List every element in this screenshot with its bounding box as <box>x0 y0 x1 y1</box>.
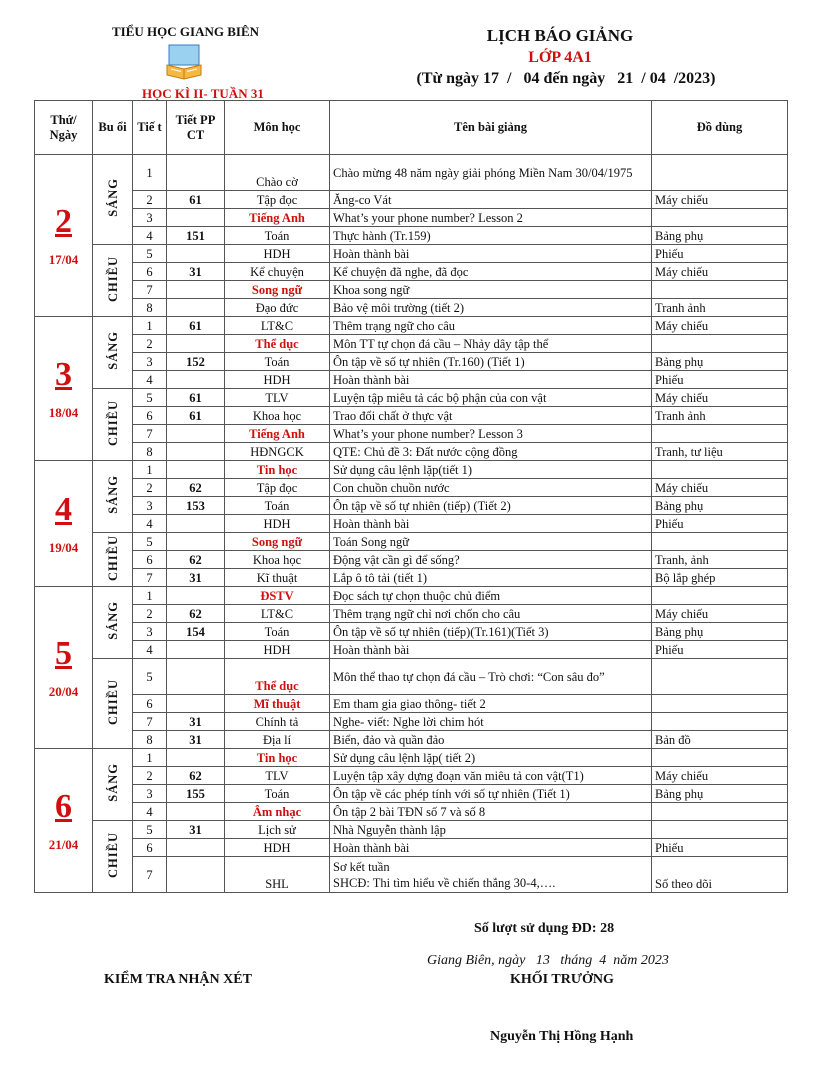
equipment-cell: Máy chiếu <box>652 389 788 407</box>
ppct-cell: 61 <box>167 407 225 425</box>
subject-cell: Toán <box>225 623 330 641</box>
subject-cell: SHL <box>225 857 330 893</box>
period-cell: 8 <box>133 299 167 317</box>
subject-cell: ĐSTV <box>225 587 330 605</box>
table-row <box>35 785 788 803</box>
equipment-cell: Bảng phụ <box>652 785 788 803</box>
subject-cell: HDH <box>225 245 330 263</box>
col-header-session: Bu ổi <box>93 101 133 155</box>
equipment-cell <box>652 425 788 443</box>
period-cell: 5 <box>133 389 167 407</box>
day-number: 3 <box>55 355 72 393</box>
lesson-cell: What’s your phone number? Lesson 3 <box>330 425 652 443</box>
ppct-cell: 62 <box>167 605 225 623</box>
equipment-cell: Bảng phụ <box>652 353 788 371</box>
col-header-equipment: Đồ dùng <box>652 101 788 155</box>
session-morning <box>93 155 133 245</box>
table-row <box>35 281 788 299</box>
period-cell: 7 <box>133 857 167 893</box>
lesson-cell: Hoàn thành bài <box>330 245 652 263</box>
equipment-cell: Máy chiếu <box>652 479 788 497</box>
ppct-cell <box>167 281 225 299</box>
table-row <box>35 371 788 389</box>
period-cell: 5 <box>133 821 167 839</box>
subject-cell: Lịch sử <box>225 821 330 839</box>
period-cell: 2 <box>133 191 167 209</box>
ppct-cell <box>167 425 225 443</box>
check-label: KIỂM TRA NHẬN XÉT <box>104 972 252 987</box>
session-label: SÁNG <box>105 475 120 514</box>
equipment-cell <box>652 209 788 227</box>
session-morning <box>93 461 133 533</box>
lesson-cell: Hoàn thành bài <box>330 371 652 389</box>
table-row <box>35 353 788 371</box>
session-afternoon <box>93 821 133 893</box>
equipment-cell <box>652 803 788 821</box>
period-cell: 7 <box>133 569 167 587</box>
subject-cell: Song ngữ <box>225 533 330 551</box>
subject-cell: LT&C <box>225 317 330 335</box>
equipment-cell <box>652 821 788 839</box>
lesson-cell: Nhà Nguyễn thành lập <box>330 821 652 839</box>
subject-cell: Tin học <box>225 749 330 767</box>
ppct-cell <box>167 857 225 893</box>
session-morning <box>93 317 133 389</box>
table-row <box>35 263 788 281</box>
period-cell: 4 <box>133 371 167 389</box>
table-row <box>35 461 788 479</box>
usage-count: Số lượt sử dụng ĐD: 28 <box>474 921 615 936</box>
session-afternoon <box>93 533 133 587</box>
equipment-cell <box>652 533 788 551</box>
ppct-cell: 151 <box>167 227 225 245</box>
equipment-cell <box>652 461 788 479</box>
lesson-cell: Hoàn thành bài <box>330 641 652 659</box>
semester-week: HỌC KÌ II- TUẦN 31 <box>142 86 264 101</box>
period-cell: 1 <box>133 317 167 335</box>
head-label: KHỐI TRƯỞNG <box>510 972 614 987</box>
open-book-icon <box>163 41 205 83</box>
table-row <box>35 515 788 533</box>
table-row <box>35 587 788 605</box>
day-number: 6 <box>55 787 72 825</box>
session-label: CHIỀU <box>105 678 120 725</box>
subject-cell: Chính tả <box>225 713 330 731</box>
period-cell: 3 <box>133 623 167 641</box>
subject-cell: Toán <box>225 785 330 803</box>
col-header-ppct: Tiết PP CT <box>167 101 225 155</box>
lesson-cell: Thêm trạng ngữ cho câu <box>330 317 652 335</box>
subject-cell: Âm nhạc <box>225 803 330 821</box>
period-cell: 2 <box>133 767 167 785</box>
equipment-cell <box>652 281 788 299</box>
lesson-cell: Chào mừng 48 năm ngày giải phóng Miền Nam 30/04/1975 <box>330 155 652 191</box>
ppct-cell <box>167 659 225 695</box>
page-title: LỊCH BÁO GIẢNG <box>486 26 634 45</box>
subject-cell: Tập đọc <box>225 191 330 209</box>
table-row <box>35 713 788 731</box>
equipment-cell <box>652 335 788 353</box>
lesson-cell: Ăng-co Vát <box>330 191 652 209</box>
table-row <box>35 803 788 821</box>
day-number: 5 <box>55 634 72 672</box>
table-row <box>35 641 788 659</box>
equipment-cell <box>652 695 788 713</box>
table-row <box>35 317 788 335</box>
ppct-cell <box>167 155 225 191</box>
equipment-cell: Tranh, tư liệu <box>652 443 788 461</box>
equipment-cell: Phiếu <box>652 515 788 533</box>
equipment-cell: Tranh ảnh <box>652 407 788 425</box>
session-label: CHIỀU <box>105 831 120 878</box>
subject-cell: Toán <box>225 353 330 371</box>
col-header-subject: Môn học <box>225 101 330 155</box>
col-header-period: Tiế t <box>133 101 167 155</box>
session-afternoon <box>93 245 133 317</box>
lesson-cell: Khoa song ngữ <box>330 281 652 299</box>
table-row <box>35 209 788 227</box>
subject-cell: Chào cờ <box>225 155 330 191</box>
lesson-cell: Kể chuyện đã nghe, đã đọc <box>330 263 652 281</box>
ppct-cell: 154 <box>167 623 225 641</box>
ppct-cell: 31 <box>167 713 225 731</box>
session-morning <box>93 587 133 659</box>
lesson-cell: Luyện tập miêu tả các bộ phận của con vật <box>330 389 652 407</box>
period-cell: 8 <box>133 731 167 749</box>
period-cell: 3 <box>133 497 167 515</box>
equipment-cell <box>652 749 788 767</box>
ppct-cell <box>167 749 225 767</box>
subject-cell: Kể chuyện <box>225 263 330 281</box>
lesson-cell: Môn thể thao tự chọn đá cầu – Trò chơi: “Con sâu đo” <box>330 659 652 695</box>
class-name: LỚP 4A1 <box>528 49 592 66</box>
period-cell: 7 <box>133 425 167 443</box>
period-cell: 4 <box>133 515 167 533</box>
ppct-cell <box>167 335 225 353</box>
ppct-cell: 153 <box>167 497 225 515</box>
equipment-cell <box>652 659 788 695</box>
ppct-cell: 152 <box>167 353 225 371</box>
period-cell: 4 <box>133 641 167 659</box>
lesson-cell: Thực hành (Tr.159) <box>330 227 652 245</box>
equipment-cell: Phiếu <box>652 839 788 857</box>
day-cell <box>35 587 93 749</box>
lesson-cell: Ôn tập về số tự nhiên (tiếp) (Tiết 2) <box>330 497 652 515</box>
ppct-cell <box>167 371 225 389</box>
lesson-cell: Ôn tập 2 bài TĐN số 7 và số 8 <box>330 803 652 821</box>
lesson-cell: Động vật cần gì để sống? <box>330 551 652 569</box>
ppct-cell <box>167 587 225 605</box>
day-date: 20/04 <box>48 683 79 699</box>
subject-cell: Mĩ thuật <box>225 695 330 713</box>
table-row <box>35 857 788 893</box>
lesson-cell: Luyện tập xây dựng đoạn văn miêu tả con vật(T1) <box>330 767 652 785</box>
subject-cell: Khoa học <box>225 551 330 569</box>
ppct-cell <box>167 299 225 317</box>
equipment-cell: Bản đồ <box>652 731 788 749</box>
ppct-cell <box>167 803 225 821</box>
subject-cell: HDH <box>225 839 330 857</box>
subject-cell: LT&C <box>225 605 330 623</box>
lesson-cell: Đọc sách tự chọn thuộc chủ điểm <box>330 587 652 605</box>
col-header-lesson: Tên bài giảng <box>330 101 652 155</box>
equipment-cell: Máy chiếu <box>652 317 788 335</box>
subject-cell: HDH <box>225 515 330 533</box>
period-cell: 5 <box>133 245 167 263</box>
session-afternoon <box>93 659 133 749</box>
equipment-cell: Máy chiếu <box>652 767 788 785</box>
schedule-body <box>35 155 788 893</box>
equipment-cell: Bảng phụ <box>652 227 788 245</box>
lesson-cell: Môn TT tự chọn đá cầu – Nhảy dây tập thể <box>330 335 652 353</box>
period-cell: 1 <box>133 587 167 605</box>
lesson-cell: Em tham gia giao thông- tiết 2 <box>330 695 652 713</box>
subject-cell: Toán <box>225 227 330 245</box>
lesson-cell: Biển, đảo và quần đảo <box>330 731 652 749</box>
ppct-cell <box>167 209 225 227</box>
subject-cell: Thể dục <box>225 659 330 695</box>
day-date: 18/04 <box>48 404 79 420</box>
subject-cell: Tập đọc <box>225 479 330 497</box>
subject-cell: HĐNGCK <box>225 443 330 461</box>
subject-cell: Toán <box>225 497 330 515</box>
equipment-cell <box>652 155 788 191</box>
lesson-cell: Con chuồn chuồn nước <box>330 479 652 497</box>
signer-name: Nguyễn Thị Hồng Hạnh <box>490 1029 634 1044</box>
subject-cell: Đạo đức <box>225 299 330 317</box>
period-cell: 2 <box>133 335 167 353</box>
lesson-cell: Sử dụng câu lệnh lặp(tiết 1) <box>330 461 652 479</box>
subject-cell: Kĩ thuật <box>225 569 330 587</box>
equipment-cell: Máy chiếu <box>652 263 788 281</box>
ppct-cell: 61 <box>167 191 225 209</box>
table-row <box>35 479 788 497</box>
lesson-cell: Hoàn thành bài <box>330 839 652 857</box>
period-cell: 3 <box>133 353 167 371</box>
table-row <box>35 227 788 245</box>
table-row <box>35 533 788 551</box>
equipment-cell: Phiếu <box>652 641 788 659</box>
table-row <box>35 659 788 695</box>
subject-cell: HDH <box>225 641 330 659</box>
table-row <box>35 155 788 191</box>
table-row <box>35 731 788 749</box>
session-label: CHIỀU <box>105 399 120 446</box>
session-label: SÁNG <box>105 331 120 370</box>
subject-cell: Song ngữ <box>225 281 330 299</box>
session-label: CHIỀU <box>105 255 120 302</box>
day-cell <box>35 155 93 317</box>
equipment-cell: Bảng phụ <box>652 497 788 515</box>
ppct-cell <box>167 695 225 713</box>
table-row <box>35 839 788 857</box>
subject-cell: TLV <box>225 767 330 785</box>
period-cell: 1 <box>133 749 167 767</box>
period-cell: 3 <box>133 785 167 803</box>
table-row <box>35 245 788 263</box>
table-row <box>35 497 788 515</box>
equipment-cell: Phiếu <box>652 245 788 263</box>
school-name: TIỂU HỌC GIANG BIÊN <box>112 24 259 39</box>
lesson-cell: Ôn tập về số tự nhiên (tiếp)(Tr.161)(Tiết 3) <box>330 623 652 641</box>
day-number: 4 <box>55 490 72 528</box>
lesson-cell: QTE: Chủ đề 3: Đất nước cộng đồng <box>330 443 652 461</box>
equipment-cell: Phiếu <box>652 371 788 389</box>
sign-date: Giang Biên, ngày 13 tháng 4 năm 2023 <box>427 953 669 968</box>
date-range: (Từ ngày 17 / 04 đến ngày 21 / 04 /2023) <box>416 70 716 87</box>
lesson-cell: Bảo vệ môi trường (tiết 2) <box>330 299 652 317</box>
table-row <box>35 551 788 569</box>
period-cell: 5 <box>133 533 167 551</box>
ppct-cell: 31 <box>167 569 225 587</box>
table-row <box>35 749 788 767</box>
lesson-cell: Trao đổi chất ở thực vật <box>330 407 652 425</box>
day-number: 2 <box>55 202 72 240</box>
ppct-cell: 61 <box>167 389 225 407</box>
day-date: 17/04 <box>48 251 79 267</box>
subject-cell: Tiếng Anh <box>225 425 330 443</box>
period-cell: 4 <box>133 227 167 245</box>
equipment-cell: Bảng phụ <box>652 623 788 641</box>
lesson-cell: Sử dụng câu lệnh lặp( tiết 2) <box>330 749 652 767</box>
period-cell: 6 <box>133 263 167 281</box>
session-label: SÁNG <box>105 178 120 217</box>
table-row <box>35 389 788 407</box>
table-row <box>35 569 788 587</box>
ppct-cell: 61 <box>167 317 225 335</box>
lesson-cell: Hoàn thành bài <box>330 515 652 533</box>
ppct-cell <box>167 641 225 659</box>
ppct-cell <box>167 443 225 461</box>
equipment-cell <box>652 713 788 731</box>
lesson-cell: Lắp ô tô tải (tiết 1) <box>330 569 652 587</box>
equipment-cell: Số theo dõi <box>652 857 788 893</box>
period-cell: 4 <box>133 803 167 821</box>
period-cell: 6 <box>133 407 167 425</box>
session-label: CHIỀU <box>105 534 120 581</box>
ppct-cell: 62 <box>167 767 225 785</box>
lesson-cell: Ôn tập về các phép tính với số tự nhiên (Tiết 1) <box>330 785 652 803</box>
ppct-cell: 62 <box>167 479 225 497</box>
lesson-cell: What’s your phone number? Lesson 2 <box>330 209 652 227</box>
ppct-cell <box>167 839 225 857</box>
table-row <box>35 425 788 443</box>
period-cell: 2 <box>133 605 167 623</box>
subject-cell: Tiếng Anh <box>225 209 330 227</box>
period-cell: 5 <box>133 659 167 695</box>
period-cell: 1 <box>133 155 167 191</box>
period-cell: 2 <box>133 479 167 497</box>
ppct-cell: 155 <box>167 785 225 803</box>
lesson-cell: Toán Song ngữ <box>330 533 652 551</box>
ppct-cell <box>167 245 225 263</box>
equipment-cell: Tranh, ảnh <box>652 551 788 569</box>
day-cell <box>35 461 93 587</box>
lesson-cell: Thêm trạng ngữ chỉ nơi chốn cho câu <box>330 605 652 623</box>
day-date: 19/04 <box>48 539 79 555</box>
session-label: SÁNG <box>105 601 120 640</box>
session-morning <box>93 749 133 821</box>
ppct-cell <box>167 461 225 479</box>
subject-cell: TLV <box>225 389 330 407</box>
subject-cell: Địa lí <box>225 731 330 749</box>
period-cell: 7 <box>133 281 167 299</box>
equipment-cell: Tranh ảnh <box>652 299 788 317</box>
period-cell: 6 <box>133 551 167 569</box>
ppct-cell: 62 <box>167 551 225 569</box>
equipment-cell <box>652 587 788 605</box>
subject-cell: Khoa học <box>225 407 330 425</box>
equipment-cell: Máy chiếu <box>652 605 788 623</box>
table-row <box>35 335 788 353</box>
period-cell: 3 <box>133 209 167 227</box>
equipment-cell: Máy chiếu <box>652 191 788 209</box>
table-row <box>35 605 788 623</box>
table-row <box>35 695 788 713</box>
period-cell: 8 <box>133 443 167 461</box>
period-cell: 1 <box>133 461 167 479</box>
day-cell <box>35 317 93 461</box>
ppct-cell: 31 <box>167 731 225 749</box>
table-row <box>35 821 788 839</box>
period-cell: 7 <box>133 713 167 731</box>
session-afternoon <box>93 389 133 461</box>
table-row <box>35 443 788 461</box>
table-row <box>35 767 788 785</box>
lesson-cell: Nghe- viết: Nghe lời chim hót <box>330 713 652 731</box>
col-header-day: Thứ/ Ngày <box>35 101 93 155</box>
day-cell <box>35 749 93 893</box>
ppct-cell <box>167 533 225 551</box>
table-row <box>35 191 788 209</box>
lesson-cell: Ôn tập về số tự nhiên (Tr.160) (Tiết 1) <box>330 353 652 371</box>
equipment-cell: Bộ lắp ghép <box>652 569 788 587</box>
lesson-cell: Sơ kết tuần SHCĐ: Thi tìm hiểu về chiến thắng 30-4,…. <box>330 857 652 893</box>
table-row <box>35 623 788 641</box>
schedule-table <box>34 100 788 893</box>
subject-cell: HDH <box>225 371 330 389</box>
subject-cell: Thể dục <box>225 335 330 353</box>
table-row <box>35 407 788 425</box>
ppct-cell: 31 <box>167 821 225 839</box>
ppct-cell: 31 <box>167 263 225 281</box>
session-label: SÁNG <box>105 763 120 802</box>
ppct-cell <box>167 515 225 533</box>
period-cell: 6 <box>133 695 167 713</box>
period-cell: 6 <box>133 839 167 857</box>
table-row <box>35 299 788 317</box>
day-date: 21/04 <box>48 836 79 852</box>
subject-cell: Tin học <box>225 461 330 479</box>
